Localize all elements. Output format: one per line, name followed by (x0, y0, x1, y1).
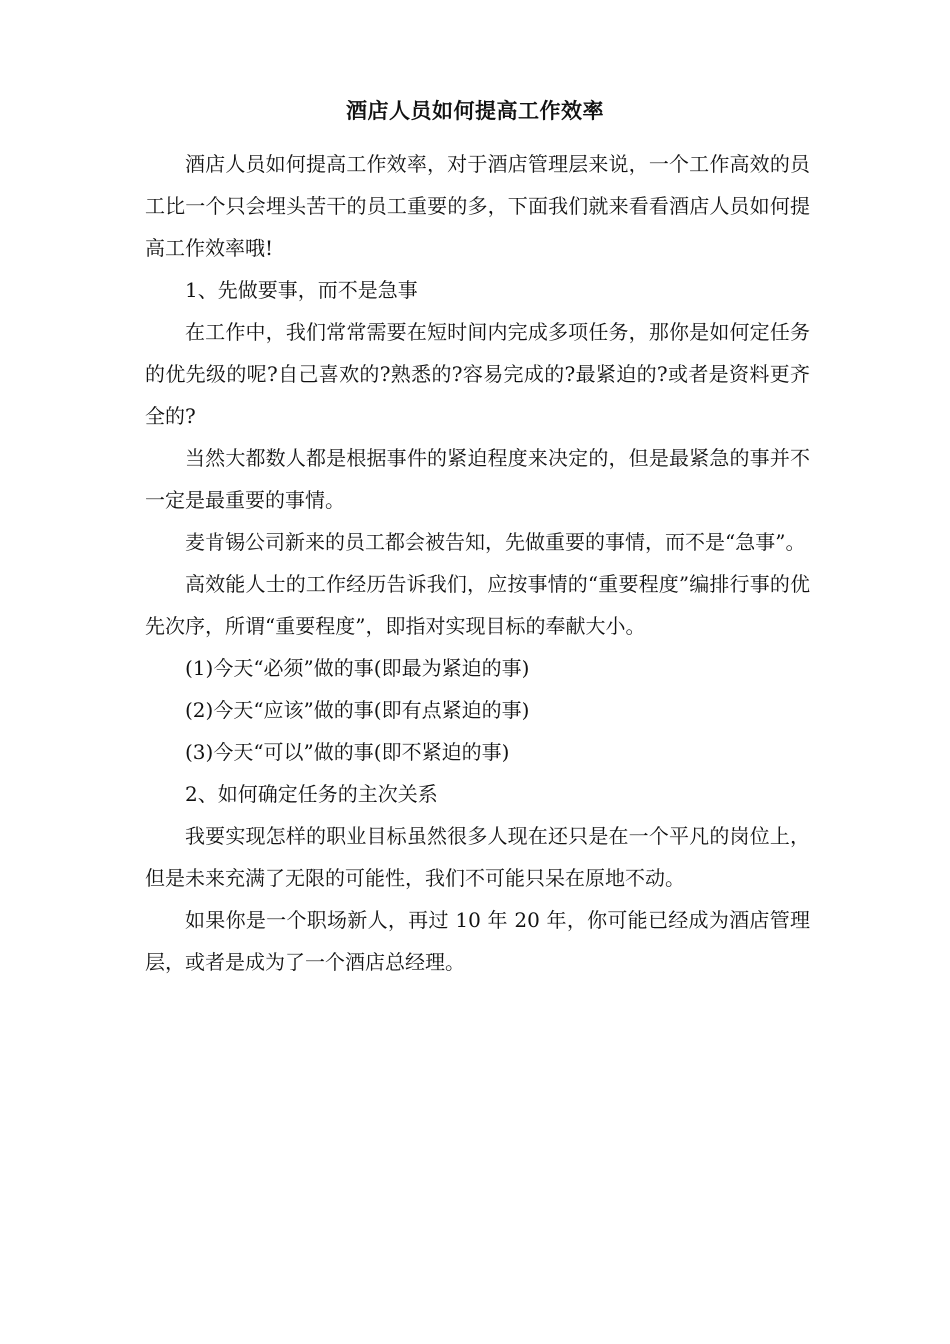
document-title: 酒店人员如何提高工作效率 (346, 98, 604, 123)
body-paragraph: 如果你是一个职场新人，再过 10 年 20 年，你可能已经成为酒店管理层，或者是成为了一个酒店总经理。 (145, 908, 810, 974)
document-body (145, 143, 810, 983)
list-item: (3)今天“可以”做的事(即不紧迫的事) (185, 740, 510, 764)
section-heading-1: 1、先做要事，而不是急事 (185, 278, 418, 302)
section-heading-2: 2、如何确定任务的主次关系 (185, 782, 438, 806)
list-item: (1)今天“必须”做的事(即最为紧迫的事) (185, 656, 530, 680)
body-paragraph: 当然大都数人都是根据事件的紧迫程度来决定的，但是最紧急的事并不一定是最重要的事情。 (145, 446, 810, 512)
body-paragraph: 麦肯锡公司新来的员工都会被告知，先做重要的事情，而不是“急事”。 (185, 530, 806, 554)
body-paragraph: 我要实现怎样的职业目标虽然很多人现在还只是在一个平凡的岗位上，但是未来充满了无限的可能性，我们不可能只呆在原地不动。 (145, 824, 810, 890)
intro-paragraph: 酒店人员如何提高工作效率，对于酒店管理层来说，一个工作高效的员工比一个只会埋头苦干的员工重要的多，下面我们就来看看酒店人员如何提高工作效率哦! (145, 152, 810, 260)
list-item: (2)今天“应该”做的事(即有点紧迫的事) (185, 698, 530, 722)
body-paragraph: 在工作中，我们常常需要在短时间内完成多项任务，那你是如何定任务的优先级的呢?自己喜欢的?熟悉的?容易完成的?最紧迫的?或者是资料更齐全的? (145, 320, 810, 428)
body-paragraph: 高效能人士的工作经历告诉我们，应按事情的“重要程度”编排行事的优先次序，所谓“重要程度”，即指对实现目标的奉献大小。 (145, 572, 810, 638)
